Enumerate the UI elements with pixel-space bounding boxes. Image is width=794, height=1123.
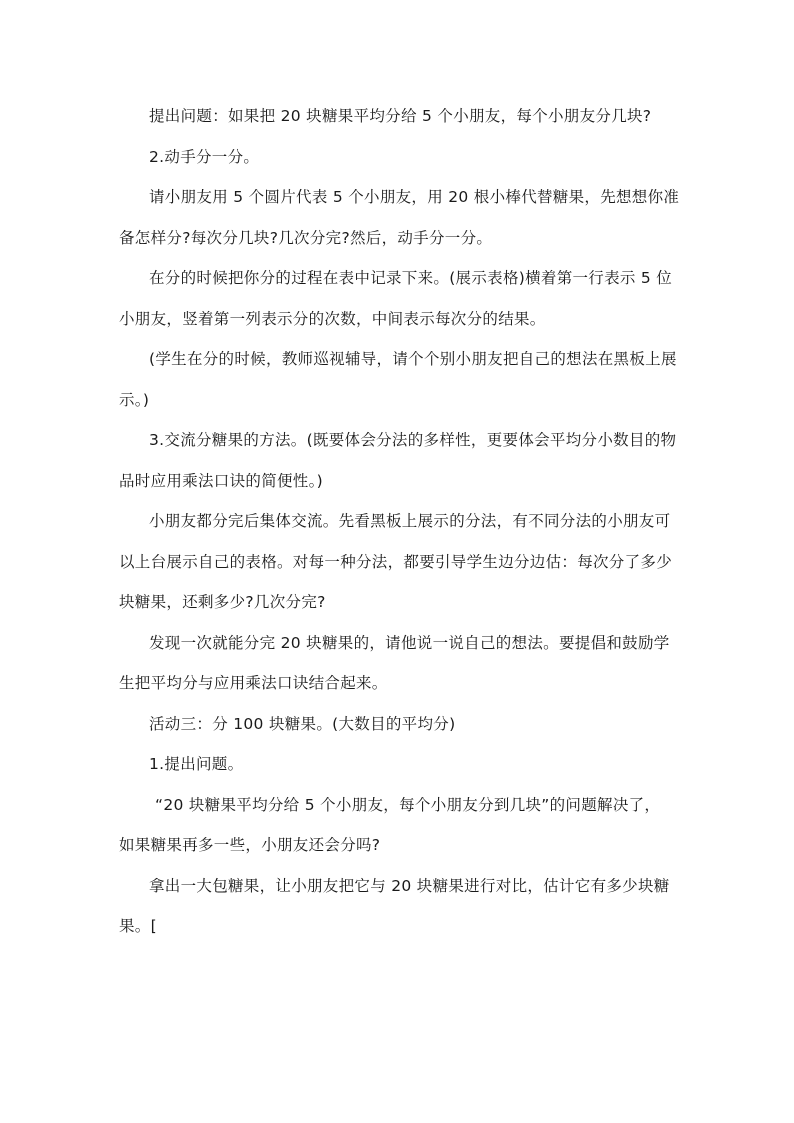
document-body <box>119 104 679 955</box>
paragraph-line: 拿出一大包糖果，让小朋友把它与 20 块糖果进行对比，估计它有多少块糖 <box>149 876 670 895</box>
paragraph-line: 小朋友都分完后集体交流。先看黑板上展示的分法，有不同分法的小朋友可 <box>149 512 671 530</box>
paragraph-line: 块糖果，还剩多少?几次分完? <box>119 593 326 611</box>
paragraph-line: 以上台展示自己的表格。对每一种分法，都要引导学生边分边估：每次分了多少 <box>119 552 673 571</box>
paragraph-line: 果。[ <box>119 917 157 935</box>
paragraph-line: 活动三：分 100 块糖果。(大数目的平均分) <box>149 714 456 733</box>
paragraph-line: “20 块糖果平均分给 5 个小朋友，每个小朋友分到几块”的问题解决了， <box>155 795 661 814</box>
paragraph-line: 1.提出问题。 <box>149 755 244 773</box>
paragraph-line: 请小朋友用 5 个圆片代表 5 个小朋友，用 20 根小棒代替糖果，先想想你准 <box>149 188 680 206</box>
paragraph-line: 小朋友，竖着第一列表示分的次数，中间表示每次分的结果。 <box>119 309 546 328</box>
paragraph-line: 如果糖果再多一些，小朋友还会分吗? <box>119 836 381 854</box>
paragraph-line: (学生在分的时候，教师巡视辅导，请个个别小朋友把自己的想法在黑板上展 <box>149 350 677 368</box>
paragraph-line: 发现一次就能分完 20 块糖果的，请他说一说自己的想法。要提倡和鼓励学 <box>149 633 670 652</box>
paragraph-line: 在分的时候把你分的过程在表中记录下来。(展示表格)横着第一行表示 5 位 <box>149 269 673 287</box>
paragraph-line: 品时应用乘法口诀的简便性。) <box>119 471 323 490</box>
paragraph-line: 2.动手分一分。 <box>149 147 260 166</box>
paragraph-line: 生把平均分与应用乘法口诀结合起来。 <box>119 674 388 692</box>
paragraph-line: 提出问题：如果把 20 块糖果平均分给 5 个小朋友，每个小朋友分几块? <box>149 107 652 125</box>
paragraph-line: 备怎样分?每次分几块?几次分完?然后，动手分一分。 <box>119 228 493 247</box>
paragraph-line: 3.交流分糖果的方法。(既要体会分法的多样性，更要体会平均分小数目的物 <box>149 431 677 449</box>
paragraph-line: 示。) <box>119 390 150 409</box>
